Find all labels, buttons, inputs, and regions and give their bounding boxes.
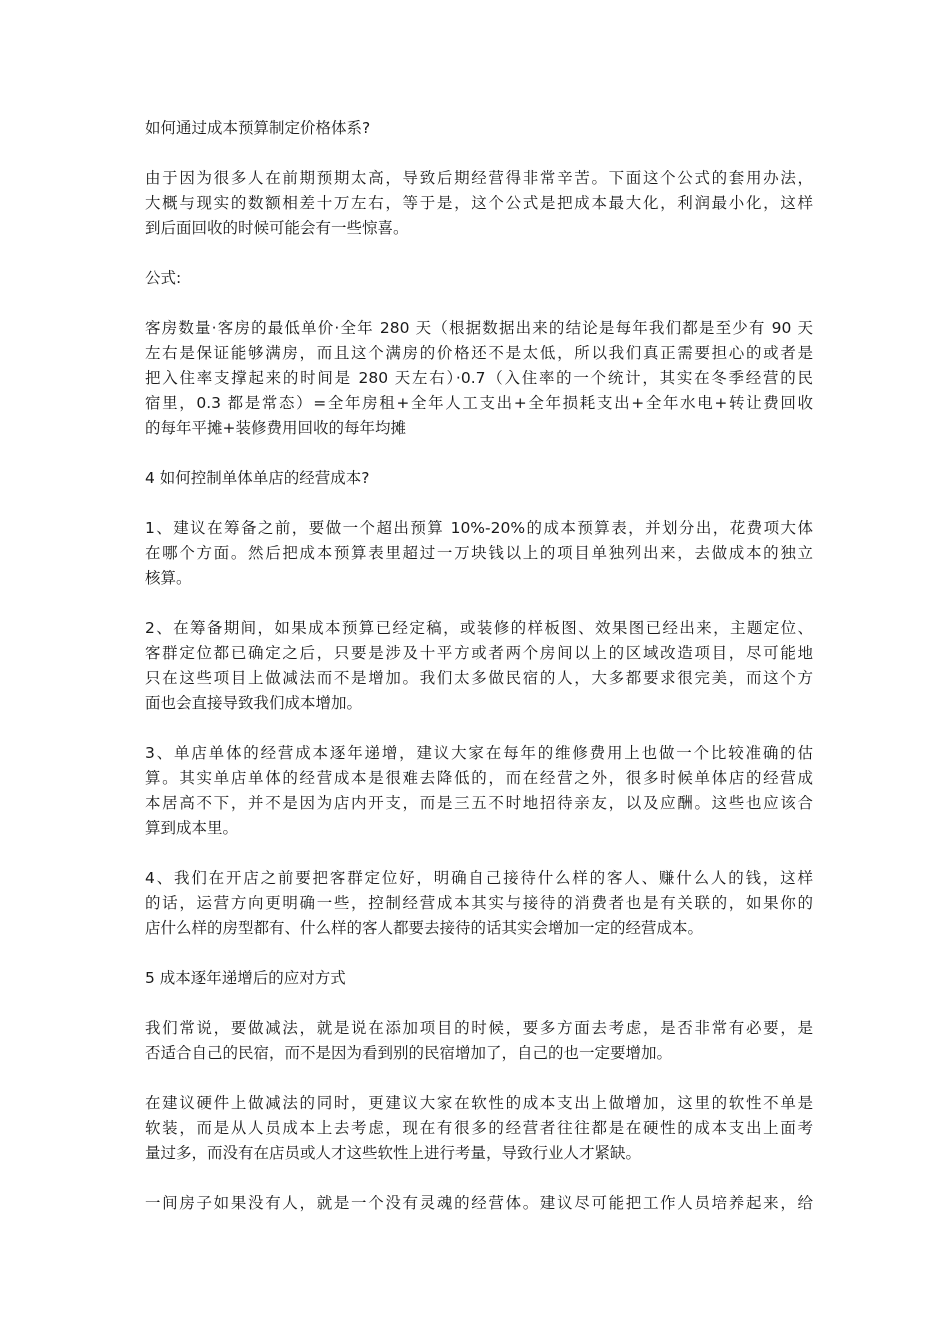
text-line: 在哪个方面。然后把成本预算表里超过一万块钱以上的项目单独列出来，去做成本的独立 bbox=[145, 544, 813, 562]
text-line: 算。其实单店单体的经营成本是很难去降低的，而在经营之外，很多时候单体店的经营成 bbox=[145, 769, 813, 787]
paragraph bbox=[145, 616, 813, 716]
text-line: 到后面回收的时候可能会有一些惊喜。 bbox=[145, 219, 409, 237]
text-line: 我们常说，要做减法，就是说在添加项目的时候，要多方面去考虑，是否非常有必要，是 bbox=[145, 1019, 813, 1037]
heading-paragraph bbox=[145, 266, 813, 291]
text-line: 如何通过成本预算制定价格体系? bbox=[145, 119, 371, 137]
text-line: 左右是保证能够满房，而且这个满房的价格还不是太低，所以我们真正需要担心的或者是 bbox=[145, 344, 813, 362]
text-line: 否适合自己的民宿，而不是因为看到别的民宿增加了，自己的也一定要增加。 bbox=[145, 1044, 673, 1062]
text-line: 2、在筹备期间，如果成本预算已经定稿，或装修的样板图、效果图已经出来，主题定位、 bbox=[145, 619, 813, 637]
heading-paragraph bbox=[145, 466, 813, 491]
text-line: 公式: bbox=[145, 269, 182, 287]
document-body bbox=[145, 116, 813, 1241]
text-line: 软装，而是从人员成本上去考虑，现在有很多的经营者往往都是在硬性的成本支出上面考 bbox=[145, 1119, 813, 1137]
text-line: 只在这些项目上做减法而不是增加。我们太多做民宿的人，大多都要求很完美，而这个方 bbox=[145, 669, 813, 687]
text-line: 大概与现实的数额相差十万左右，等于是，这个公式是把成本最大化，利润最小化，这样 bbox=[145, 194, 813, 212]
text-line: 核算。 bbox=[145, 569, 192, 587]
paragraph bbox=[145, 1091, 813, 1166]
heading-paragraph bbox=[145, 966, 813, 991]
paragraph bbox=[145, 166, 813, 241]
paragraph bbox=[145, 516, 813, 591]
paragraph bbox=[145, 866, 813, 941]
text-line: 客群定位都已确定之后，只要是涉及十平方或者两个房间以上的区域改造项目，尽可能地 bbox=[145, 644, 813, 662]
paragraph bbox=[145, 1016, 813, 1066]
text-line: 1、建议在筹备之前，要做一个超出预算 10%-20%的成本预算表，并划分出，花费项大体 bbox=[145, 519, 813, 537]
text-line: 量过多，而没有在店员或人才这些软性上进行考量，导致行业人才紧缺。 bbox=[145, 1144, 642, 1162]
text-line: 的话，运营方向更明确一些，控制经营成本其实与接待的消费者也是有关联的，如果你的 bbox=[145, 894, 813, 912]
paragraph bbox=[145, 741, 813, 841]
text-line: 4、我们在开店之前要把客群定位好，明确自己接待什么样的客人、赚什么人的钱，这样 bbox=[145, 869, 813, 887]
text-line: 宿里，0.3 都是常态）=全年房租+全年人工支出+全年损耗支出+全年水电+转让费回收 bbox=[145, 394, 813, 412]
text-line: 算到成本里。 bbox=[145, 819, 239, 837]
text-line: 的每年平摊+装修费用回收的每年均摊 bbox=[145, 419, 406, 437]
text-line: 面也会直接导致我们成本增加。 bbox=[145, 694, 363, 712]
text-line: 4 如何控制单体单店的经营成本? bbox=[145, 469, 370, 487]
text-line: 3、单店单体的经营成本逐年递增，建议大家在每年的维修费用上也做一个比较准确的估 bbox=[145, 744, 813, 762]
paragraph bbox=[145, 1191, 813, 1216]
text-line: 一间房子如果没有人，就是一个没有灵魂的经营体。建议尽可能把工作人员培养起来，给 bbox=[145, 1194, 813, 1212]
text-line: 客房数量·客房的最低单价·全年 280 天（根据数据出来的结论是每年我们都是至少有 90 天 bbox=[145, 319, 813, 337]
text-line: 在建议硬件上做减法的同时，更建议大家在软性的成本支出上做增加，这里的软性不单是 bbox=[145, 1094, 813, 1112]
text-line: 店什么样的房型都有、什么样的客人都要去接待的话其实会增加一定的经营成本。 bbox=[145, 919, 704, 937]
paragraph bbox=[145, 316, 813, 441]
text-line: 5 成本逐年递增后的应对方式 bbox=[145, 969, 346, 987]
text-line: 由于因为很多人在前期预期太高，导致后期经营得非常辛苦。下面这个公式的套用办法， bbox=[145, 169, 813, 187]
text-line: 把入住率支撑起来的时间是 280 天左右）·0.7（入住率的一个统计，其实在冬季经营的民 bbox=[145, 369, 813, 387]
text-line: 本居高不下，并不是因为店内开支，而是三五不时地招待亲友，以及应酬。这些也应该合 bbox=[145, 794, 813, 812]
heading-paragraph bbox=[145, 116, 813, 141]
